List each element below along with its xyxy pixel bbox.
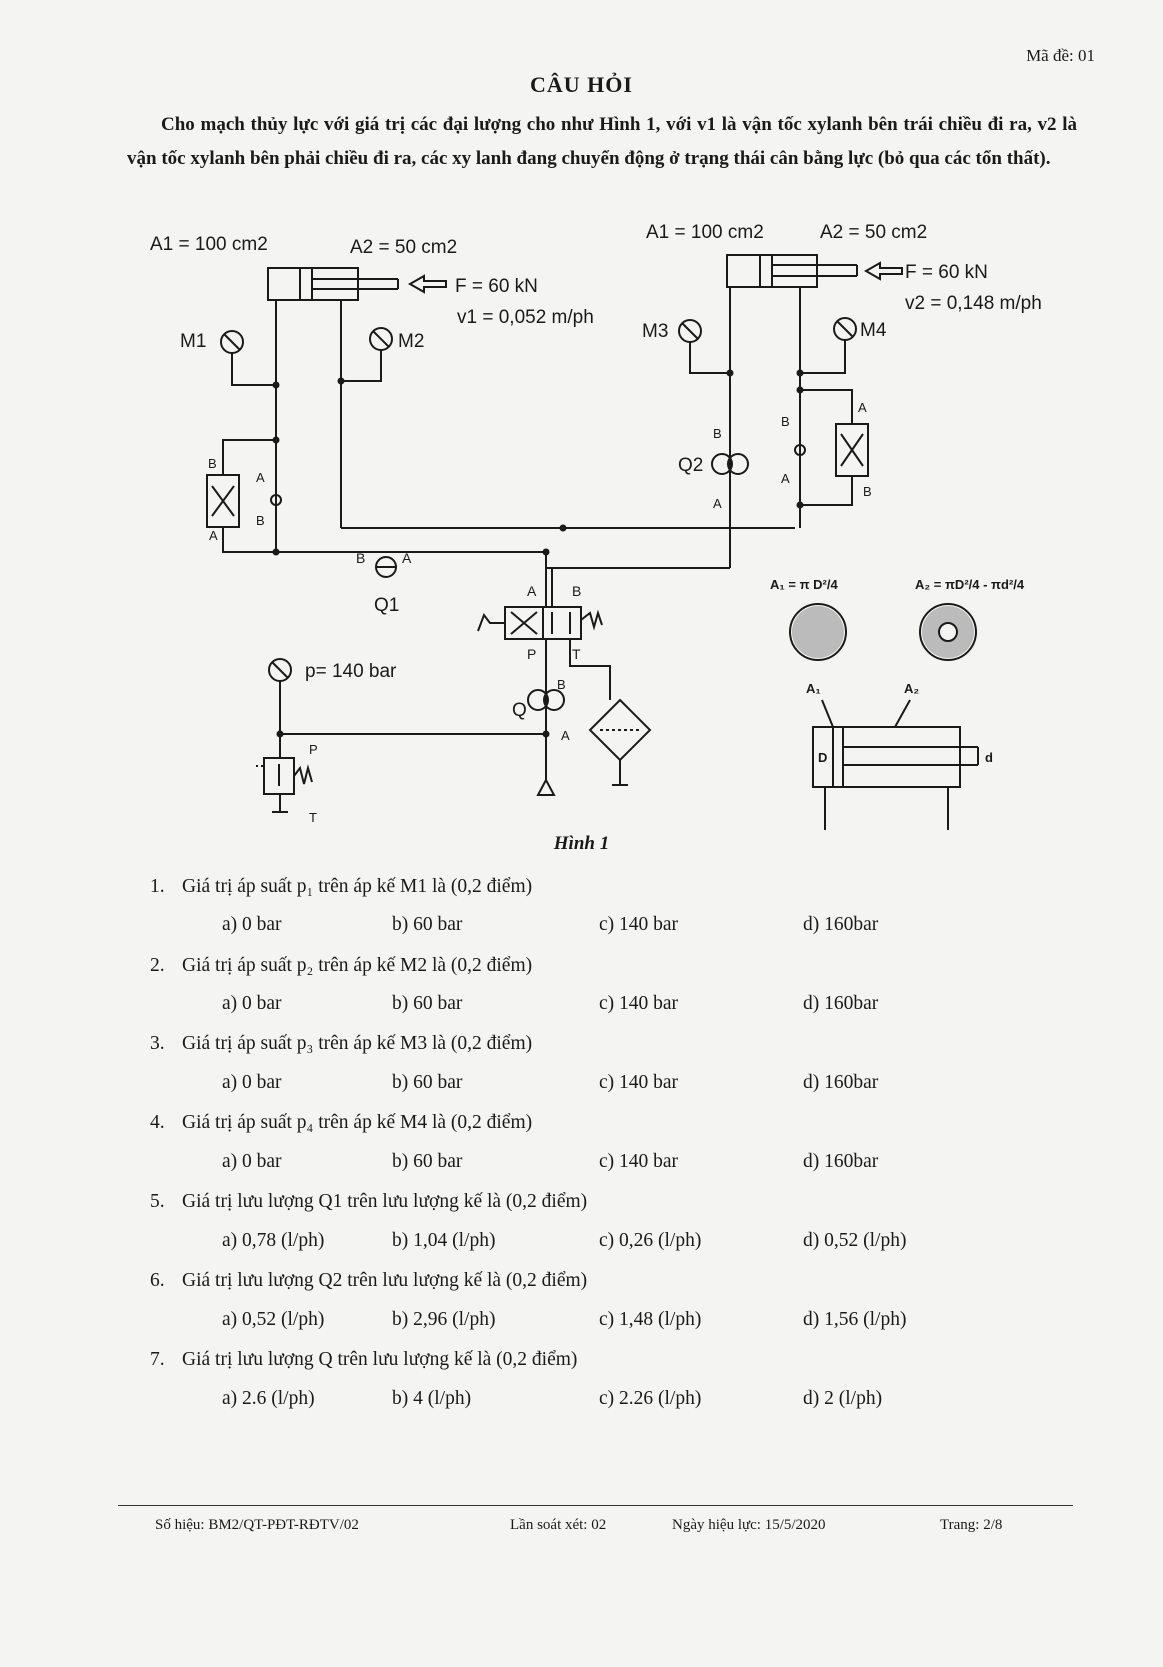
q5-option-d: d) 0,52 (l/ph) — [803, 1230, 907, 1251]
question-text: Giá trị áp suất p₁ trên áp kế M1 là (0,2 điểm) — [182, 876, 533, 897]
question-1 — [150, 876, 532, 898]
q5-option-c: c) 0,26 (l/ph) — [599, 1230, 702, 1251]
q4-option-d: d) 160bar — [803, 1151, 879, 1172]
left-throttle-port-b: B — [208, 456, 217, 471]
q-port-b: B — [557, 677, 566, 692]
question-number: 2. — [150, 955, 165, 976]
question-number: 5. — [150, 1191, 165, 1212]
legend-d-big: D — [818, 750, 828, 765]
intro-text: Cho mạch thủy lực với giá trị các đại lượng cho như Hình 1, với v1 là vận tốc xylanh bên trái chiều đi ra, v2 là vận tốc xylanh bên phải chiều đi ra, các xy lanh đang chuyển động ở trạng thái cân bằng lực (bỏ qua các tổn thất). — [127, 114, 1077, 169]
left-velocity-label: v1 = 0,052 m/ph — [457, 307, 594, 328]
hydraulic-circuit-diagram — [0, 0, 1163, 830]
valve-port-a: A — [527, 583, 537, 599]
footer-divider — [118, 1505, 1073, 1506]
q6-option-b: b) 2,96 (l/ph) — [392, 1309, 496, 1330]
right-throttle-port-a: A — [858, 400, 867, 415]
supply-pressure-label: p= 140 bar — [305, 661, 397, 682]
gauge-m1-label: M1 — [180, 331, 207, 352]
q4-option-c: c) 140 bar — [599, 1151, 679, 1172]
q4-option-b: b) 60 bar — [392, 1151, 463, 1172]
question-number: 1. — [150, 876, 165, 897]
relief-port-p: P — [309, 742, 318, 757]
legend-a1-formula: A₁ = π D²/4 — [770, 577, 838, 592]
legend-a2-label: A₂ — [904, 681, 920, 696]
q2-option-b: b) 60 bar — [392, 993, 463, 1014]
page-title: CÂU HỎI — [530, 72, 633, 97]
footer-effective-date: Ngày hiệu lực: 15/5/2020 — [672, 1517, 826, 1533]
valve-port-p: P — [527, 646, 537, 662]
valve-port-b: B — [572, 583, 582, 599]
question-number: 6. — [150, 1270, 165, 1291]
q5-option-a: a) 0,78 (l/ph) — [222, 1230, 325, 1251]
relief-port-t: T — [309, 810, 317, 825]
footer-page-number: Trang: 2/8 — [940, 1517, 1003, 1533]
q3-option-c: c) 140 bar — [599, 1072, 679, 1093]
left-a2-label: A2 = 50 cm2 — [350, 237, 458, 258]
q2-port-a: A — [713, 496, 722, 511]
q1-option-d: d) 160bar — [803, 914, 879, 935]
q7-option-d: d) 2 (l/ph) — [803, 1388, 883, 1409]
pump-icon — [538, 780, 554, 795]
q-label: Q — [512, 700, 527, 721]
question-text: Giá trị áp suất p₂ trên áp kế M2 là (0,2 điểm) — [182, 955, 533, 976]
question-text: Giá trị lưu lượng Q2 trên lưu lượng kế là (0,2 điểm) — [182, 1270, 588, 1291]
q5-option-b: b) 1,04 (l/ph) — [392, 1230, 496, 1251]
question-number: 7. — [150, 1349, 165, 1370]
right-a2-label: A2 = 50 cm2 — [820, 222, 928, 243]
q1-port-b: B — [356, 550, 366, 566]
q1-option-c: c) 140 bar — [599, 914, 679, 935]
q1-port-a: A — [402, 550, 412, 566]
question-text: Giá trị áp suất p₃ trên áp kế M3 là (0,2 điểm) — [182, 1033, 533, 1054]
legend-cylinder-icon — [813, 727, 960, 787]
q1-option-b: b) 60 bar — [392, 914, 463, 935]
right-a1-label: A1 = 100 cm2 — [646, 222, 764, 243]
q2-option-c: c) 140 bar — [599, 993, 679, 1014]
gauge-m3-label: M3 — [642, 321, 669, 342]
q1-label: Q1 — [374, 595, 400, 616]
question-text: Giá trị lưu lượng Q1 trên lưu lượng kế là (0,2 điểm) — [182, 1191, 588, 1212]
q3-option-d: d) 160bar — [803, 1072, 879, 1093]
q6-option-c: c) 1,48 (l/ph) — [599, 1309, 702, 1330]
directional-valve-right — [543, 607, 581, 639]
q7-option-b: b) 4 (l/ph) — [392, 1388, 472, 1409]
legend-d-small: d — [985, 750, 993, 765]
q6-option-d: d) 1,56 (l/ph) — [803, 1309, 907, 1330]
right-force-label: F = 60 kN — [905, 262, 988, 283]
q3-option-b: b) 60 bar — [392, 1072, 463, 1093]
valve-port-t: T — [572, 646, 581, 662]
question-6 — [150, 1270, 587, 1292]
left-throttle-port-a: A — [209, 528, 218, 543]
q2-option-d: d) 160bar — [803, 993, 879, 1014]
q7-option-c: c) 2.26 (l/ph) — [599, 1388, 702, 1409]
question-2 — [150, 955, 532, 977]
right-force-arrow — [866, 263, 902, 279]
left-check-port-b: B — [256, 513, 265, 528]
left-force-arrow — [410, 276, 446, 292]
q-port-a: A — [561, 728, 570, 743]
right-throttle-port-b: B — [863, 484, 872, 499]
left-force-label: F = 60 kN — [455, 276, 538, 297]
exam-code: Mã đề: 01 — [1026, 46, 1095, 65]
q4-option-a: a) 0 bar — [222, 1151, 282, 1172]
question-text: Giá trị áp suất p₄ trên áp kế M4 là (0,2 điểm) — [182, 1112, 533, 1133]
figure-caption: Hình 1 — [553, 833, 610, 854]
left-a1-label: A1 = 100 cm2 — [150, 234, 268, 255]
gauge-m2-label: M2 — [398, 331, 425, 352]
question-text: Giá trị lưu lượng Q trên lưu lượng kế là (0,2 điểm) — [182, 1349, 578, 1370]
q7-option-a: a) 2.6 (l/ph) — [222, 1388, 315, 1409]
right-check-port-b: B — [781, 414, 790, 429]
legend-a1-label: A₁ — [806, 681, 821, 696]
gauge-m4-label: M4 — [860, 320, 887, 341]
right-check-port-a: A — [781, 471, 790, 486]
q2-port-b: B — [713, 426, 722, 441]
q3-option-a: a) 0 bar — [222, 1072, 282, 1093]
question-4 — [150, 1112, 532, 1134]
q2-option-a: a) 0 bar — [222, 993, 282, 1014]
question-5 — [150, 1191, 587, 1213]
q2-label: Q2 — [678, 455, 704, 476]
right-velocity-label: v2 = 0,148 m/ph — [905, 293, 1042, 314]
q1-option-a: a) 0 bar — [222, 914, 282, 935]
footer-revision: Lần soát xét: 02 — [510, 1517, 607, 1533]
question-7 — [150, 1349, 577, 1371]
question-3 — [150, 1033, 532, 1055]
question-number: 3. — [150, 1033, 165, 1054]
q6-option-a: a) 0,52 (l/ph) — [222, 1309, 325, 1330]
legend-a2-formula: A₂ = πD²/4 - πd²/4 — [915, 577, 1025, 592]
question-number: 4. — [150, 1112, 165, 1133]
footer-doc-id: Số hiệu: BM2/QT-PĐT-RĐTV/02 — [155, 1517, 359, 1533]
left-check-port-a: A — [256, 470, 265, 485]
